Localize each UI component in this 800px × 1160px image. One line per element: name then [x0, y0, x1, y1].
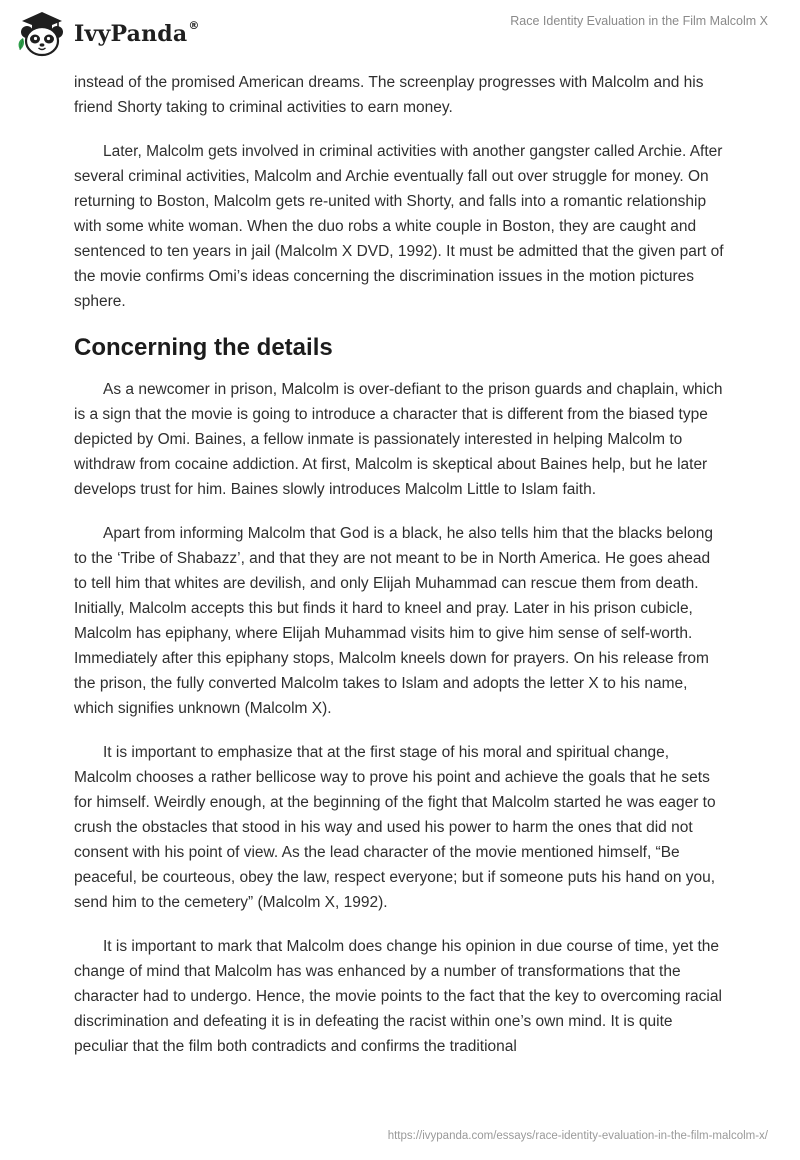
- paragraph-1: instead of the promised American dreams. The screenplay progresses with Malcolm and his friend Shorty taking to criminal activities to earn money.: [74, 74, 704, 116]
- essay-body: [74, 70, 726, 1078]
- brand-label: IvyPanda: [74, 21, 188, 47]
- registered-mark: ®: [188, 19, 200, 32]
- source-url-link[interactable]: https://ivypanda.com/essays/race-identity-evaluation-in-the-film-malcolm-x/: [387, 1130, 768, 1142]
- brand-name: [74, 21, 200, 47]
- paragraph-6: It is important to mark that Malcolm does change his opinion in due course of time, yet the change of mind that Malcolm has was enhanced by a number of transformations that the character had to undergo. Hence, the movie points to the fact that the key to overcoming racial discrimination and defeating it is in defeating the racist within one’s own mind. It is quite peculiar that the film both contradicts and confirms the traditional: [74, 938, 722, 1055]
- page-header: [0, 0, 800, 72]
- paragraph-3: As a newcomer in prison, Malcolm is over-defiant to the prison guards and chaplain, which is a sign that the movie is going to introduce a character that is different from the biased type depicted by Omi. Baines, a fellow inmate is passionately interested in helping Malcolm to withdraw from cocaine addiction. At first, Malcolm is skeptical about Baines help, but he later develops trust for him. Baines slowly introduces Malcolm Little to Islam faith.: [74, 381, 723, 498]
- paragraph-5: It is important to emphasize that at the first stage of his moral and spiritual change, Malcolm chooses a rather bellicose way to prove his point and achieve the goals that he sets for himself. Weirdly enough, at the beginning of the fight that Malcolm started he was eager to crush the obstacles that stood in his way and used his power to harm the ones that did not consent with his point of view. As the lead character of the movie mentioned himself, “Be peaceful, be courteous, obey the law, respect everyone; but if someone puts his hand on you, send him to the cemetery” (Malcolm X, 1992).: [74, 744, 716, 911]
- section-heading: Concerning the details: [74, 334, 333, 361]
- panda-graduate-logo-icon: [14, 8, 70, 60]
- paragraph-4: Apart from informing Malcolm that God is a black, he also tells him that the blacks belong to the ‘Tribe of Shabazz’, and that they are not meant to be in North America. He goes ahead to tell him that whites are devilish, and only Elijah Muhammad can rescue them from death. Initially, Malcolm accepts this but finds it hard to kneel and pray. Later in his prison cubicle, Malcolm has epiphany, where Elijah Muhammad visits him to give him sense of self-worth. Immediately after this epiphany stops, Malcolm kneels down for prayers. On his release from the prison, the fully converted Malcolm takes to Islam and adopts the letter X to his name, which signifies unknown (Malcolm X).: [74, 525, 713, 717]
- paragraph-2: Later, Malcolm gets involved in criminal activities with another gangster called Archie. After several criminal activities, Malcolm and Archie eventually fall out over struggle for money. On returning to Boston, Malcolm gets re-united with Shorty, and falls into a romantic relationship with some white woman. When the duo robs a white couple in Boston, they are caught and sentenced to ten years in jail (Malcolm X DVD, 1992). It must be admitted that the given part of the movie confirms Omi’s ideas concerning the discrimination issues in the motion pictures sphere.: [74, 143, 724, 310]
- ivypanda-logo[interactable]: [14, 8, 200, 60]
- document-title: Race Identity Evaluation in the Film Malcolm X: [510, 14, 768, 28]
